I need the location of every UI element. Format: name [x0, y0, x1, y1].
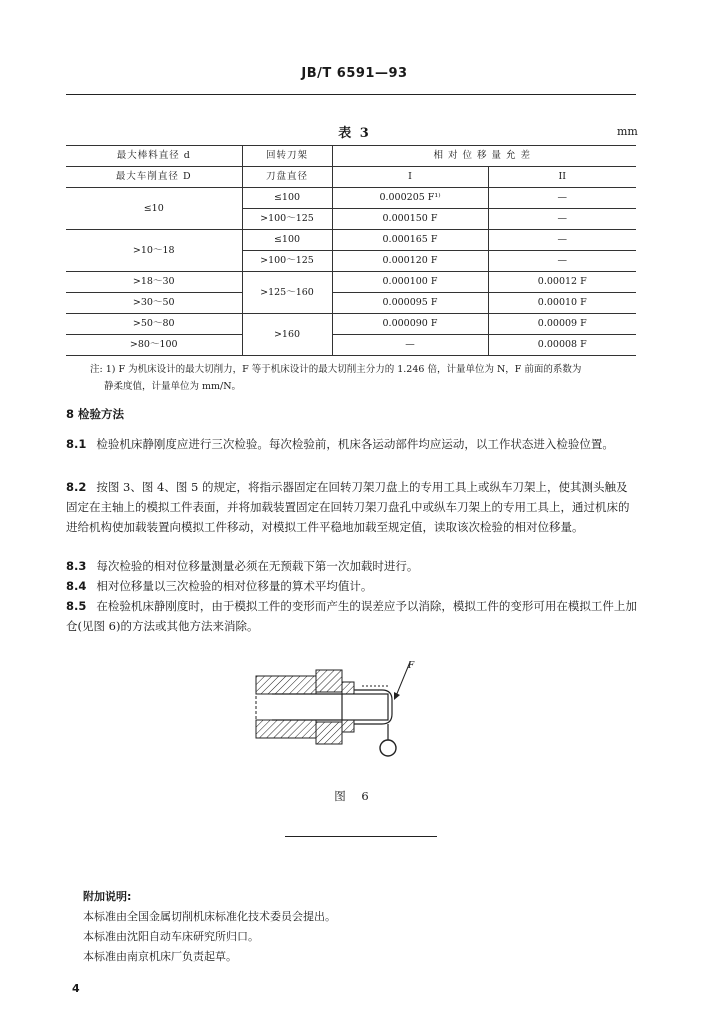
row-label: >10～18 — [66, 230, 242, 272]
figure-caption: 图 6 — [334, 789, 375, 803]
tolerance-II-cell: 0.00012 F — [488, 272, 636, 293]
header-turret: 回转刀架 — [242, 146, 332, 167]
table-title: 表 3 — [338, 126, 371, 141]
tolerance-II-cell: — — [488, 251, 636, 272]
end-rule — [285, 836, 437, 837]
disc-diameter-cell: ≤100 — [242, 230, 332, 251]
table-note-line2: 静柔度值，计量单位为 mm/N。 — [104, 381, 242, 392]
tolerance-I-cell: 0.000205 F¹⁾ — [332, 188, 488, 209]
header-grade-II: II — [488, 167, 636, 188]
header-tolerance-group: 相对位移量允差 — [332, 146, 636, 167]
tolerance-I-cell: — — [332, 335, 488, 356]
row-label: ≤10 — [66, 188, 242, 230]
header-grade-I: I — [332, 167, 488, 188]
tolerance-I-cell: 0.000120 F — [332, 251, 488, 272]
page-number: 4 — [72, 982, 80, 995]
tolerance-II-cell: — — [488, 209, 636, 230]
appendix-line: 本标准由全国金属切削机床标准化技术委员会提出。 — [83, 910, 336, 923]
spindle-housing — [256, 676, 316, 738]
header-rule — [66, 94, 636, 95]
tolerance-I-cell: 0.000165 F — [332, 230, 488, 251]
header-disc-diameter: 刀盘直径 — [242, 167, 332, 188]
paragraph-number: 8.5 — [66, 599, 87, 613]
figure-6-drawing — [242, 656, 422, 770]
disc-diameter-cell: >100～125 — [242, 209, 332, 230]
row-label: >30～50 — [66, 293, 242, 314]
paragraph-8-2 — [66, 477, 638, 537]
appendix-title: 附加说明: — [83, 890, 132, 903]
paragraph-text: 检验机床静刚度应进行三次检验。每次检验前，机床各运动部件均应运动，以工作状态进入检验位置。 — [96, 437, 614, 451]
table-note — [90, 361, 638, 395]
table-unit: mm — [617, 125, 638, 138]
disc-diameter-cell: ≤100 — [242, 188, 332, 209]
paragraph-text: 在检验机床静刚度时，由于模拟工件的变形而产生的误差应予以消除，模拟工件的变形可用在模拟工件上加仓(见图 6)的方法或其他方法来消除。 — [66, 599, 637, 633]
paragraph-8-4 — [66, 576, 638, 596]
row-label: >80～100 — [66, 335, 242, 356]
tolerance-II-cell: 0.00010 F — [488, 293, 636, 314]
paragraph-8-3 — [66, 556, 638, 576]
tolerance-II-cell: — — [488, 230, 636, 251]
paragraph-text: 每次检验的相对位移量测量必须在无预载下第一次加载时进行。 — [96, 559, 419, 573]
appendix — [83, 887, 336, 967]
row-label: >18～30 — [66, 272, 242, 293]
tolerance-I-cell: 0.000100 F — [332, 272, 488, 293]
tolerance-I-cell: 0.000095 F — [332, 293, 488, 314]
disc-diameter-cell: >100～125 — [242, 251, 332, 272]
appendix-line: 本标准由沈阳自动车床研究所归口。 — [83, 930, 259, 943]
paragraph-8-1 — [66, 434, 638, 454]
section-title: 8 检验方法 — [66, 407, 125, 421]
tolerance-table — [66, 145, 636, 356]
appendix-line: 本标准由南京机床厂负责起草。 — [83, 950, 237, 963]
tolerance-I-cell: 0.000150 F — [332, 209, 488, 230]
spindle-bore — [272, 694, 342, 720]
paragraph-number: 8.1 — [66, 437, 87, 451]
paragraph-number: 8.4 — [66, 579, 87, 593]
paragraph-number: 8.3 — [66, 559, 87, 573]
tolerance-II-cell: — — [488, 188, 636, 209]
paragraph-text: 按图 3、图 4、图 5 的规定，将指示器固定在回转刀架刀盘上的专用工具上或纵车刀架上，使其测头触及固定在主轴上的模拟工件表面，并将加载装置固定在回转刀架刀盘孔中或纵车刀架上的专用工具上，通过机床的进给机构使加载装置向模拟工件移动，对模拟工件平稳地加载至规定值，读取该次检验的相对位移量。 — [66, 480, 630, 534]
dial-indicator — [380, 724, 396, 756]
page-header-standard-code: JB/T 6591—93 — [301, 66, 408, 81]
header-max-bar-diameter: 最大棒料直径 d — [66, 146, 242, 167]
tolerance-I-cell: 0.000090 F — [332, 314, 488, 335]
tolerance-II-cell: 0.00008 F — [488, 335, 636, 356]
tolerance-II-cell: 0.00009 F — [488, 314, 636, 335]
paragraph-text: 相对位移量以三次检验的相对位移量的算术平均值计。 — [96, 579, 373, 593]
header-max-turning-diameter: 最大车削直径 D — [66, 167, 242, 188]
disc-diameter-cell: >160 — [242, 314, 332, 356]
row-label: >50～80 — [66, 314, 242, 335]
paragraph-8-5 — [66, 596, 638, 636]
disc-diameter-cell: >125～160 — [242, 272, 332, 314]
paragraph-number: 8.2 — [66, 480, 87, 494]
force-label: F — [408, 661, 415, 671]
table-note-line1: 注: 1) F 为机床设计的最大切削力，F 等于机床设计的最大切削主分力的 1.246 倍，计量单位为 N，F 前面的系数为 — [90, 364, 582, 375]
